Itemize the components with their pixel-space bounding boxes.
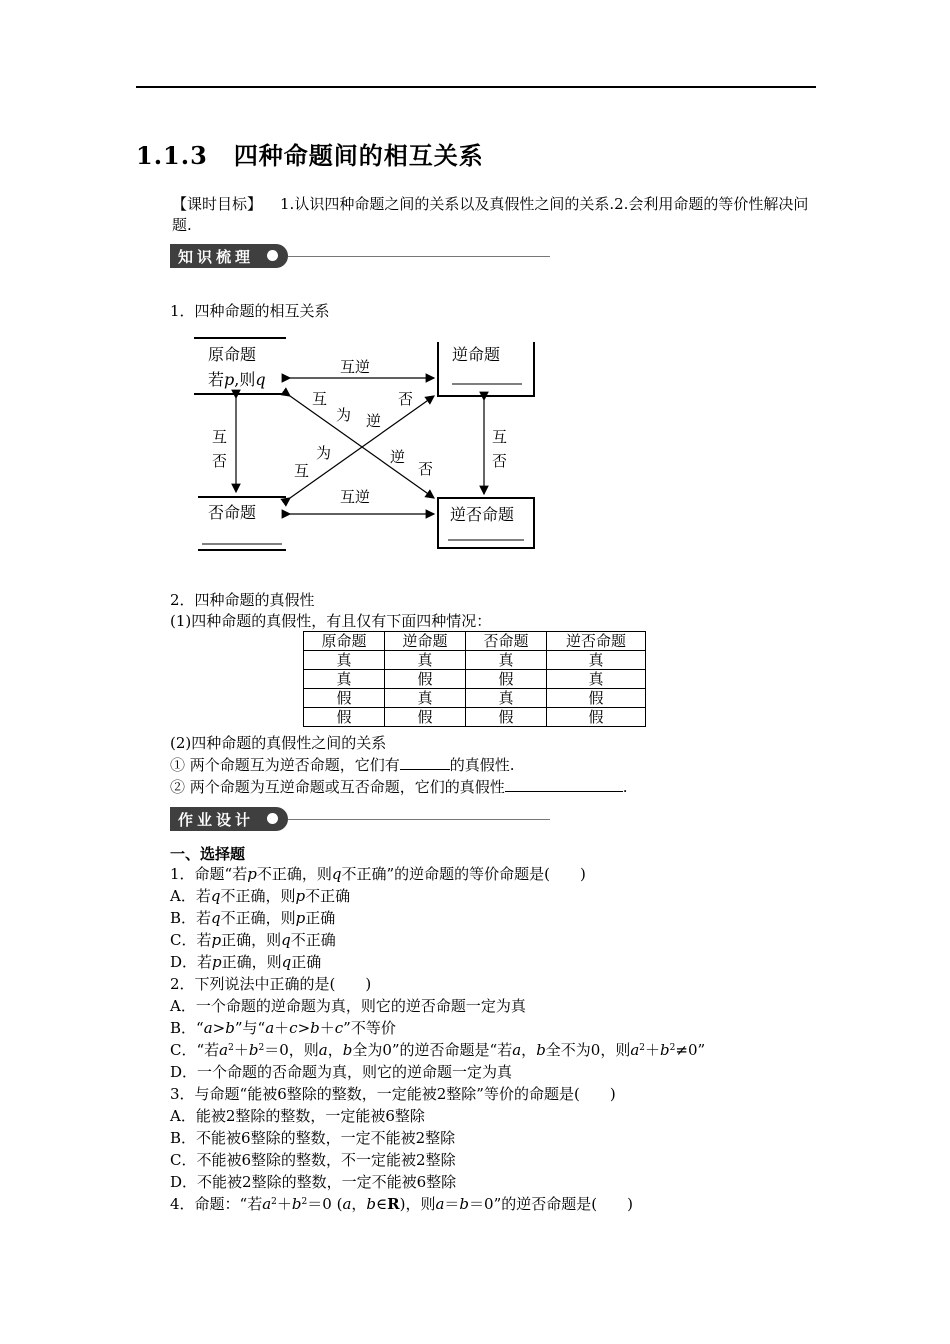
table-cell: 假 (385, 670, 466, 689)
section-title: 四种命题间的相互关系 (233, 141, 484, 170)
diag-label: 为 (336, 406, 352, 424)
option: A．能被2整除的整数，一定能被6整除 (170, 1107, 425, 1125)
page-title (136, 136, 484, 171)
table-cell: 假 (466, 708, 547, 727)
table-cell: 真 (385, 651, 466, 670)
option: B．不能被6整除的整数，一定不能被2整除 (170, 1129, 456, 1147)
diag-label: 互 (312, 390, 328, 408)
diag-label: 逆 (366, 412, 382, 430)
option: A．一个命题的逆命题为真，则它的逆否命题一定为真 (170, 997, 526, 1015)
section-rule (288, 256, 550, 257)
question-stem: 2．下列说法中正确的是( ) (170, 975, 372, 993)
table-cell: 真 (304, 670, 385, 689)
option: D．若p正确，则q正确 (170, 953, 322, 971)
proposition-relation-diagram (190, 334, 542, 556)
option: D．一个命题的否命题为真，则它的逆命题一定为真 (170, 1063, 513, 1081)
edge-label-right: 否 (492, 452, 508, 470)
diag-label: 否 (418, 460, 434, 478)
diag-label: 否 (398, 390, 414, 408)
table-header: 逆否命题 (547, 632, 646, 651)
edge-label-left: 互 (212, 428, 228, 446)
objective-text: 1.认识四种命题之间的关系以及真假性之间的关系.2.会利用命题的等价性解决问题. (172, 195, 809, 234)
table-cell: 真 (304, 651, 385, 670)
relation-line: ② 两个命题为互逆命题或互否命题，它们的真假性 . (170, 778, 628, 796)
diag-label: 为 (316, 444, 332, 462)
table-cell: 假 (547, 708, 646, 727)
relation-line: ① 两个命题互为逆否命题，它们有 的真假性. (170, 756, 515, 774)
answer-blank (400, 755, 450, 770)
section-label: 知识梳理 (178, 248, 255, 266)
table-cell: 真 (385, 689, 466, 708)
contrapositive-label: 逆否命题 (450, 505, 515, 524)
table-row (304, 708, 646, 727)
table-cell: 真 (547, 651, 646, 670)
section-number: 1.1.3 (136, 141, 208, 170)
section-rule (288, 819, 550, 820)
question-stem: 4．命题：“若$a^2+b^2=0$ (a，b∈R)，则a＝b＝0”的逆否命题是( ) (170, 1195, 633, 1213)
diag-label: 互 (294, 462, 310, 480)
option: D．不能被2整除的整数，一定不能被6整除 (170, 1173, 457, 1191)
question-stem: 1．命题“若p不正确，则q不正确”的逆命题的等价命题是( ) (170, 865, 586, 883)
table-cell: 假 (547, 689, 646, 708)
table-row (304, 689, 646, 708)
table-cell: 假 (385, 708, 466, 727)
item-title: 1．四种命题的相互关系 (170, 302, 330, 320)
edge-label-right: 互 (492, 428, 508, 446)
table-row (304, 651, 646, 670)
header-rule (136, 86, 816, 88)
option: A．若q不正确，则p不正确 (170, 887, 351, 905)
table-header: 否命题 (466, 632, 547, 651)
truth-table (303, 631, 646, 727)
option: C．不能被6整除的整数，不一定能被2整除 (170, 1151, 456, 1169)
table-cell: 假 (304, 708, 385, 727)
question-stem: 3．与命题“能被6整除的整数，一定能被2整除”等价的命题是( ) (170, 1085, 616, 1103)
edge-label-left: 否 (212, 452, 228, 470)
converse-label: 逆命题 (452, 345, 501, 364)
table-row (304, 670, 646, 689)
table-cell: 假 (466, 670, 547, 689)
table-header-row (304, 632, 646, 651)
diag-label: 逆 (390, 448, 406, 466)
item-title: 2．四种命题的真假性 (170, 591, 315, 609)
option: B．“a>b”与“a＋c>b＋c”不等价 (170, 1019, 396, 1037)
table-cell: 真 (466, 651, 547, 670)
sub-item: (2)四种命题的真假性之间的关系 (170, 734, 387, 752)
table-cell: 真 (547, 670, 646, 689)
answer-blank (505, 777, 623, 792)
table-cell: 假 (304, 689, 385, 708)
bullet-dot-icon (267, 813, 278, 824)
original-label: 原命题 (208, 345, 257, 364)
objective-tag: 【课时目标】 (172, 195, 263, 213)
edge-label-top: 互逆 (340, 358, 371, 376)
original-form: 若p,则q (208, 370, 266, 389)
part-title: 一、选择题 (170, 845, 246, 863)
sub-item: (1)四种命题的真假性，有且仅有下面四种情况： (170, 612, 492, 630)
table-header: 原命题 (304, 632, 385, 651)
bullet-dot-icon (267, 250, 278, 261)
table-cell: 真 (466, 689, 547, 708)
section-label: 作业设计 (178, 811, 255, 829)
option: B．若q不正确，则p正确 (170, 909, 336, 927)
table-header: 逆命题 (385, 632, 466, 651)
inverse-label: 否命题 (208, 503, 257, 522)
option: C．若p正确，则q不正确 (170, 931, 336, 949)
option: C．“若$a^2+b^2=0$，则a，b全为0”的逆否命题是“若a，b全不为0，则$a^2+b^2\ne 0$” (170, 1041, 706, 1059)
edge-label-bottom: 互逆 (340, 488, 371, 506)
lesson-objective (172, 194, 818, 236)
